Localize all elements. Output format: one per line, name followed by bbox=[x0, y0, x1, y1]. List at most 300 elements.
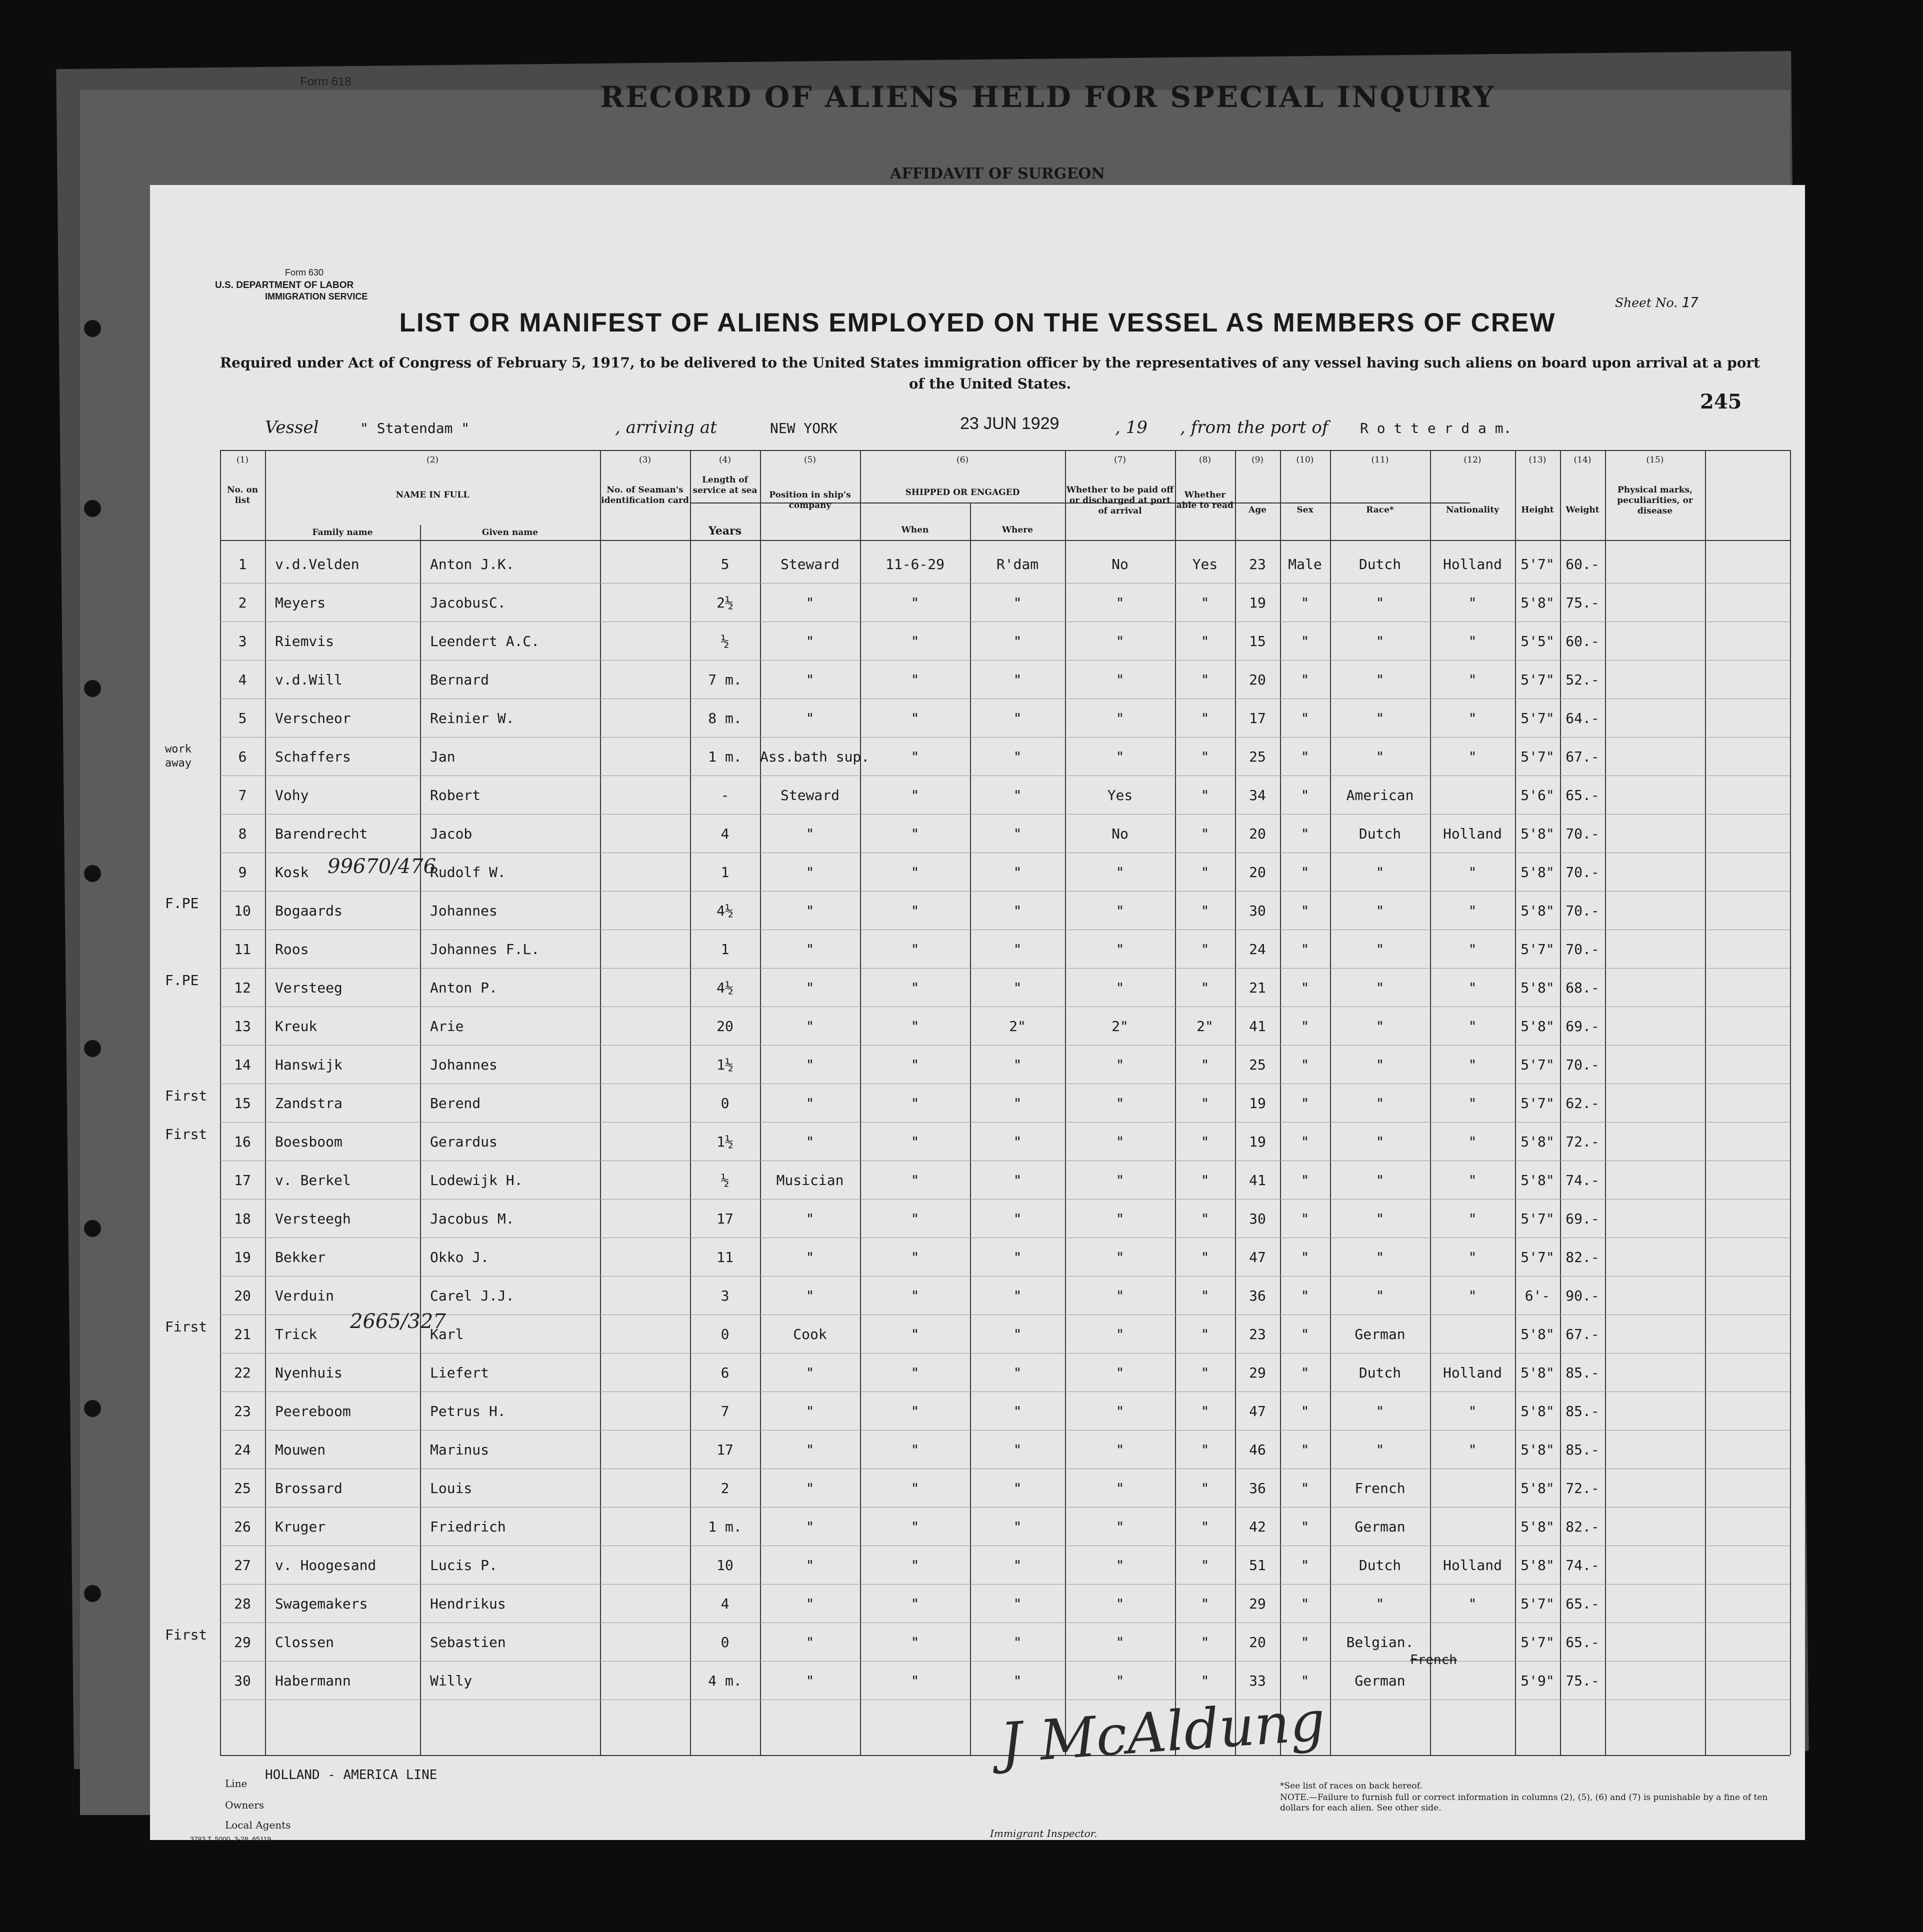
cell-given: Johannes bbox=[430, 1056, 498, 1073]
cell-given: Rudolf W. bbox=[430, 864, 506, 880]
cell-position: " bbox=[806, 902, 814, 919]
cell-race: " bbox=[1376, 1596, 1384, 1612]
cell-height: 5'8" bbox=[1520, 1172, 1554, 1188]
file-number-annotation: 99670/476 bbox=[328, 855, 436, 878]
cell-weight: 70.- bbox=[1566, 1056, 1600, 1073]
cell-sex: " bbox=[1300, 1095, 1310, 1112]
cell-read: " bbox=[1200, 941, 1210, 958]
cell-when: " bbox=[910, 1326, 920, 1342]
table-row bbox=[150, 738, 1805, 776]
cell-family: Versteeg bbox=[275, 980, 342, 996]
col-number: (7) bbox=[1114, 455, 1126, 465]
table-row bbox=[150, 1430, 1805, 1469]
cell-weight: 70.- bbox=[1566, 826, 1600, 842]
inspector-signature: J McAldung bbox=[998, 1688, 1328, 1776]
cell-nationality: Holland bbox=[1442, 556, 1502, 572]
cell-race: " bbox=[1376, 980, 1384, 996]
cell-nationality: " bbox=[1468, 594, 1477, 611]
cell-sex: " bbox=[1300, 1403, 1310, 1420]
cell-no: 21 bbox=[234, 1326, 251, 1342]
cell-read: " bbox=[1200, 1095, 1210, 1112]
cell-service: 1 m. bbox=[708, 748, 742, 765]
cell-given: Louis bbox=[430, 1480, 472, 1496]
table-row bbox=[150, 622, 1805, 660]
cell-when: " bbox=[910, 1557, 920, 1574]
cell-when: " bbox=[910, 1018, 920, 1034]
cell-paid: " bbox=[1116, 1557, 1124, 1574]
cell-sex: " bbox=[1300, 1442, 1310, 1458]
table-row bbox=[150, 1084, 1805, 1122]
cell-where: " bbox=[1013, 1596, 1022, 1612]
cell-given: Lodewijk H. bbox=[430, 1172, 523, 1188]
cell-paid: " bbox=[1116, 1480, 1124, 1496]
cell-sex: " bbox=[1300, 1172, 1310, 1188]
cell-position: Steward bbox=[780, 556, 840, 572]
table-row bbox=[150, 776, 1805, 814]
crossed-out-race: French bbox=[1410, 1652, 1457, 1668]
cell-nationality: " bbox=[1468, 1288, 1477, 1304]
cell-read: " bbox=[1200, 1364, 1210, 1381]
cell-read: " bbox=[1200, 1518, 1210, 1535]
cell-where: " bbox=[1013, 1672, 1022, 1689]
cell-paid: " bbox=[1116, 1672, 1124, 1689]
binder-hole-icon bbox=[84, 1220, 101, 1237]
arriving-port: NEW YORK bbox=[770, 420, 838, 436]
date-stamp: 23 JUN 1929 bbox=[960, 414, 1060, 433]
cell-race: " bbox=[1376, 594, 1384, 611]
table-row bbox=[150, 1200, 1805, 1238]
cell-weight: 60.- bbox=[1566, 556, 1600, 572]
cell-when: " bbox=[910, 1210, 920, 1227]
cell-no: 19 bbox=[234, 1249, 251, 1266]
cell-race: " bbox=[1376, 1442, 1384, 1458]
cell-paid: " bbox=[1116, 1210, 1124, 1227]
cell-sex: " bbox=[1300, 1134, 1310, 1150]
cell-sex: " bbox=[1300, 1326, 1310, 1342]
cell-family: Riemvis bbox=[275, 633, 334, 650]
cell-age: 19 bbox=[1249, 1134, 1266, 1150]
cell-family: Verscheor bbox=[275, 710, 351, 726]
header-years: Years bbox=[708, 524, 742, 538]
line-label: Line bbox=[225, 1778, 248, 1790]
cell-height: 5'8" bbox=[1520, 864, 1554, 880]
cell-age: 34 bbox=[1249, 787, 1266, 804]
cell-position: " bbox=[806, 1596, 814, 1612]
page-number: 245 bbox=[1700, 390, 1742, 414]
table-row bbox=[150, 1469, 1805, 1508]
cell-age: 46 bbox=[1249, 1442, 1266, 1458]
col-number: (8) bbox=[1198, 455, 1212, 465]
col-number: (9) bbox=[1251, 455, 1264, 465]
cell-where: " bbox=[1013, 1326, 1022, 1342]
cell-given: Carel J.J. bbox=[430, 1288, 514, 1304]
cell-family: Nyenhuis bbox=[275, 1364, 342, 1381]
cell-read: " bbox=[1200, 902, 1210, 919]
cell-position: Ass.bath sup. bbox=[760, 748, 870, 765]
table-row bbox=[150, 892, 1805, 930]
cell-family: Roos bbox=[275, 941, 309, 958]
cell-race: " bbox=[1376, 1095, 1384, 1112]
table-row bbox=[150, 1161, 1805, 1200]
cell-given: Anton P. bbox=[430, 980, 498, 996]
cell-sex: " bbox=[1300, 1672, 1310, 1689]
cell-nationality: Holland bbox=[1442, 1364, 1502, 1381]
cell-paid: " bbox=[1116, 1403, 1124, 1420]
cell-weight: 65.- bbox=[1566, 1596, 1600, 1612]
vessel-label: Vessel bbox=[265, 418, 319, 438]
cell-service: 4½ bbox=[716, 980, 734, 996]
cell-weight: 74.- bbox=[1566, 1172, 1600, 1188]
binder-hole-icon bbox=[84, 680, 101, 697]
race-footnote: *See list of races on back hereof. bbox=[1280, 1781, 1422, 1791]
cell-given: Jan bbox=[430, 748, 456, 765]
cell-no: 8 bbox=[238, 826, 247, 842]
cell-when: " bbox=[910, 941, 920, 958]
manifest-sheet bbox=[150, 185, 1805, 1843]
cell-service: 7 m. bbox=[708, 672, 742, 688]
col-number: (15) bbox=[1646, 455, 1664, 465]
cell-height: 5'8" bbox=[1520, 1518, 1554, 1535]
cell-paid: " bbox=[1116, 1288, 1124, 1304]
table-row bbox=[150, 1276, 1805, 1315]
cell-no: 18 bbox=[234, 1210, 251, 1227]
cell-no: 9 bbox=[238, 864, 247, 880]
cell-no: 11 bbox=[234, 941, 251, 958]
cell-read: " bbox=[1200, 1403, 1210, 1420]
cell-read: " bbox=[1200, 633, 1210, 650]
header-weight: Weight bbox=[1566, 505, 1600, 515]
table-top-border bbox=[220, 450, 1790, 451]
cell-sex: " bbox=[1300, 864, 1310, 880]
cell-no: 10 bbox=[234, 902, 251, 919]
table-row bbox=[150, 1046, 1805, 1084]
margin-note: First bbox=[165, 1626, 208, 1643]
header-seaman-card: No. of Seaman's identification card bbox=[601, 485, 689, 506]
cell-sex: Male bbox=[1288, 556, 1322, 572]
cell-paid: No bbox=[1112, 826, 1128, 842]
cell-sex: " bbox=[1300, 594, 1310, 611]
cell-sex: " bbox=[1300, 902, 1310, 919]
cell-nationality: " bbox=[1468, 941, 1477, 958]
cell-service: 20 bbox=[716, 1018, 734, 1034]
cell-where: " bbox=[1013, 594, 1022, 611]
cell-weight: 65.- bbox=[1566, 787, 1600, 804]
cell-when: " bbox=[910, 826, 920, 842]
cell-height: 5'5" bbox=[1520, 633, 1554, 650]
cell-service: 0 bbox=[720, 1634, 730, 1650]
binder-hole-icon bbox=[84, 320, 101, 337]
header-race: Race* bbox=[1366, 505, 1394, 515]
cell-no: 16 bbox=[234, 1134, 251, 1150]
cell-where: " bbox=[1013, 980, 1022, 996]
cell-age: 30 bbox=[1249, 1210, 1266, 1227]
cell-given: Lucis P. bbox=[430, 1557, 498, 1574]
cell-race: " bbox=[1376, 902, 1384, 919]
cell-height: 5'7" bbox=[1520, 941, 1554, 958]
service-label: IMMIGRATION SERVICE bbox=[265, 292, 368, 302]
cell-when: " bbox=[910, 594, 920, 611]
margin-note: work away bbox=[165, 743, 192, 770]
cell-no: 25 bbox=[234, 1480, 251, 1496]
line-value: HOLLAND - AMERICA LINE bbox=[265, 1768, 438, 1782]
cell-race: " bbox=[1376, 1056, 1384, 1073]
cell-position: " bbox=[806, 980, 814, 996]
table-row bbox=[150, 1662, 1805, 1700]
cell-weight: 85.- bbox=[1566, 1442, 1600, 1458]
cell-position: " bbox=[806, 594, 814, 611]
cell-where: " bbox=[1013, 710, 1022, 726]
cell-service: 8 m. bbox=[708, 710, 742, 726]
cell-sex: " bbox=[1300, 1557, 1310, 1574]
cell-weight: 85.- bbox=[1566, 1403, 1600, 1420]
cell-given: Leendert A.C. bbox=[430, 633, 540, 650]
cell-paid: " bbox=[1116, 1326, 1124, 1342]
table-row bbox=[150, 1007, 1805, 1046]
page-subtitle: Required under Act of Congress of February 5, 1917, to be delivered to the United States immigration officer by the representatives of any vessel having such aliens on board upon arrival at a port of the United States. bbox=[220, 354, 1760, 392]
header-length-service: Length of service at sea bbox=[692, 475, 758, 496]
cell-where: " bbox=[1013, 1442, 1022, 1458]
cell-no: 28 bbox=[234, 1596, 251, 1612]
cell-family: Brossard bbox=[275, 1480, 342, 1496]
cell-service: 6 bbox=[720, 1364, 730, 1381]
cell-when: " bbox=[910, 1172, 920, 1188]
cell-age: 23 bbox=[1249, 1326, 1266, 1342]
cell-service: 4 m. bbox=[708, 1672, 742, 1689]
cell-sex: " bbox=[1300, 1288, 1310, 1304]
cell-family: Kosk bbox=[275, 864, 309, 880]
cell-position: " bbox=[806, 672, 814, 688]
cell-sex: " bbox=[1300, 1518, 1310, 1535]
cell-when: " bbox=[910, 980, 920, 996]
cell-service: ½ bbox=[720, 633, 730, 650]
cell-paid: " bbox=[1116, 864, 1124, 880]
cell-sex: " bbox=[1300, 710, 1310, 726]
cell-family: Versteegh bbox=[275, 1210, 351, 1227]
cell-race: " bbox=[1376, 748, 1384, 765]
cell-position: " bbox=[806, 941, 814, 958]
cell-position: " bbox=[806, 1364, 814, 1381]
cell-age: 25 bbox=[1249, 1056, 1266, 1073]
margin-note: First bbox=[165, 1318, 208, 1335]
owners-label: Owners bbox=[225, 1799, 264, 1811]
cell-position: " bbox=[806, 1095, 814, 1112]
cell-paid: " bbox=[1116, 1249, 1124, 1266]
cell-no: 2 bbox=[238, 594, 247, 611]
cell-race: " bbox=[1376, 633, 1384, 650]
table-row bbox=[150, 930, 1805, 968]
cell-where: " bbox=[1013, 1288, 1022, 1304]
cell-height: 5'8" bbox=[1520, 594, 1554, 611]
cell-given: Hendrikus bbox=[430, 1596, 506, 1612]
cell-paid: " bbox=[1116, 980, 1124, 996]
cell-sex: " bbox=[1300, 1634, 1310, 1650]
cell-paid: " bbox=[1116, 1095, 1124, 1112]
cell-height: 5'8" bbox=[1520, 1018, 1554, 1034]
cell-position: " bbox=[806, 710, 814, 726]
cell-service: - bbox=[720, 787, 730, 804]
cell-read: " bbox=[1200, 1326, 1210, 1342]
cell-when: " bbox=[910, 1480, 920, 1496]
cell-sex: " bbox=[1300, 633, 1310, 650]
cell-age: 17 bbox=[1249, 710, 1266, 726]
table-row bbox=[150, 1122, 1805, 1161]
cell-race: " bbox=[1376, 864, 1384, 880]
cell-service: 17 bbox=[716, 1442, 734, 1458]
table-row bbox=[150, 699, 1805, 738]
cell-sex: " bbox=[1300, 1210, 1310, 1227]
cell-read: " bbox=[1200, 1172, 1210, 1188]
cell-service: 4½ bbox=[716, 902, 734, 919]
cell-no: 14 bbox=[234, 1056, 251, 1073]
cell-age: 21 bbox=[1249, 980, 1266, 996]
cell-sex: " bbox=[1300, 980, 1310, 996]
table-row bbox=[150, 1238, 1805, 1276]
cell-nationality: " bbox=[1468, 1403, 1477, 1420]
margin-note: F.PE bbox=[165, 895, 199, 912]
cell-paid: " bbox=[1116, 1134, 1124, 1150]
cell-height: 5'8" bbox=[1520, 1134, 1554, 1150]
cell-nationality: " bbox=[1468, 980, 1477, 996]
table-row bbox=[150, 1354, 1805, 1392]
cell-nationality: " bbox=[1468, 748, 1477, 765]
cell-when: " bbox=[910, 787, 920, 804]
cell-position: " bbox=[806, 1672, 814, 1689]
cell-when: " bbox=[910, 1249, 920, 1266]
cell-read: " bbox=[1200, 1672, 1210, 1689]
cell-read: " bbox=[1200, 1249, 1210, 1266]
cell-where: " bbox=[1013, 1403, 1022, 1420]
header-given-name: Given name bbox=[482, 528, 538, 538]
cell-no: 3 bbox=[238, 633, 247, 650]
cell-age: 24 bbox=[1249, 941, 1266, 958]
cell-age: 36 bbox=[1249, 1480, 1266, 1496]
cell-no: 29 bbox=[234, 1634, 251, 1650]
cell-where: " bbox=[1013, 672, 1022, 688]
header-able-read: Whether able to read bbox=[1176, 490, 1234, 510]
cell-service: 2 bbox=[720, 1480, 730, 1496]
cell-when: 11-6-29 bbox=[885, 556, 944, 572]
cell-given: Jacob bbox=[430, 826, 472, 842]
cell-age: 33 bbox=[1249, 1672, 1266, 1689]
col-number: (1) bbox=[236, 455, 249, 465]
cell-height: 5'7" bbox=[1520, 1210, 1554, 1227]
cell-race: " bbox=[1376, 1403, 1384, 1420]
margin-note: First bbox=[165, 1126, 208, 1142]
cell-height: 5'8" bbox=[1520, 902, 1554, 919]
header-shipped: SHIPPED OR ENGAGED bbox=[905, 488, 1020, 498]
cell-position: " bbox=[806, 1442, 814, 1458]
cell-paid: No bbox=[1112, 556, 1128, 572]
arriving-label: , arriving at bbox=[615, 418, 717, 438]
cell-when: " bbox=[910, 1056, 920, 1073]
cell-where: " bbox=[1013, 1056, 1022, 1073]
cell-paid: " bbox=[1116, 1634, 1124, 1650]
cell-height: 5'8" bbox=[1520, 1326, 1554, 1342]
binder-hole-icon bbox=[84, 1585, 101, 1602]
table-row bbox=[150, 968, 1805, 1007]
cell-race: Dutch bbox=[1358, 1557, 1402, 1574]
table-row bbox=[150, 660, 1805, 699]
col-number: (2) bbox=[426, 455, 439, 465]
cell-age: 36 bbox=[1249, 1288, 1266, 1304]
cell-nationality: " bbox=[1468, 1442, 1477, 1458]
cell-read: " bbox=[1200, 980, 1210, 996]
cell-no: 23 bbox=[234, 1403, 251, 1420]
cell-height: 5'7" bbox=[1520, 1634, 1554, 1650]
cell-given: Friedrich bbox=[430, 1518, 506, 1535]
cell-race: " bbox=[1376, 1134, 1384, 1150]
cell-nationality: " bbox=[1468, 633, 1477, 650]
binder-hole-icon bbox=[84, 1040, 101, 1057]
cell-family: Vohy bbox=[275, 787, 309, 804]
cell-height: 5'7" bbox=[1520, 1095, 1554, 1112]
cell-given: Berend bbox=[430, 1095, 481, 1112]
cell-when: " bbox=[910, 1672, 920, 1689]
cell-read: " bbox=[1200, 1288, 1210, 1304]
cell-family: v. Hoogesand bbox=[275, 1557, 376, 1574]
table-row bbox=[150, 1392, 1805, 1430]
cell-position: " bbox=[806, 1480, 814, 1496]
cell-no: 7 bbox=[238, 787, 247, 804]
cell-service: 4 bbox=[720, 826, 730, 842]
cell-age: 20 bbox=[1249, 672, 1266, 688]
margin-note: First bbox=[165, 1088, 208, 1104]
cell-family: Hanswijk bbox=[275, 1056, 342, 1073]
cell-service: ½ bbox=[720, 1172, 730, 1188]
cell-given: Johannes bbox=[430, 902, 498, 919]
cell-height: 5'7" bbox=[1520, 1596, 1554, 1612]
cell-paid: 2" bbox=[1112, 1018, 1128, 1034]
cell-when: " bbox=[910, 1596, 920, 1612]
table-row bbox=[150, 814, 1805, 853]
cell-read: " bbox=[1200, 1210, 1210, 1227]
vessel-name: " Statendam " bbox=[360, 420, 470, 436]
cell-sex: " bbox=[1300, 1018, 1310, 1034]
cell-race: American bbox=[1346, 787, 1414, 804]
cell-read: 2" bbox=[1196, 1018, 1214, 1034]
cell-paid: " bbox=[1116, 1442, 1124, 1458]
col-number: (12) bbox=[1464, 455, 1482, 465]
cell-age: 30 bbox=[1249, 902, 1266, 919]
cell-family: Barendrecht bbox=[275, 826, 368, 842]
cell-read: " bbox=[1200, 594, 1210, 611]
cell-sex: " bbox=[1300, 1249, 1310, 1266]
cell-weight: 68.- bbox=[1566, 980, 1600, 996]
cell-age: 51 bbox=[1249, 1557, 1266, 1574]
cell-age: 41 bbox=[1249, 1172, 1266, 1188]
cell-weight: 70.- bbox=[1566, 902, 1600, 919]
cell-paid: Yes bbox=[1107, 787, 1133, 804]
header-paid-off: Whether to be paid off or discharged at port of arrival bbox=[1066, 485, 1174, 516]
cell-race: Dutch bbox=[1358, 826, 1402, 842]
cell-where: " bbox=[1013, 826, 1022, 842]
cell-race: Dutch bbox=[1358, 1364, 1402, 1381]
cell-height: 5'8" bbox=[1520, 1557, 1554, 1574]
cell-position: " bbox=[806, 1249, 814, 1266]
cell-given: Gerardus bbox=[430, 1134, 498, 1150]
cell-family: Clossen bbox=[275, 1634, 334, 1650]
cell-race: Dutch bbox=[1358, 556, 1402, 572]
cell-position: " bbox=[806, 1288, 814, 1304]
cell-where: " bbox=[1013, 1210, 1022, 1227]
cell-age: 15 bbox=[1249, 633, 1266, 650]
cell-family: v. Berkel bbox=[275, 1172, 351, 1188]
cell-sex: " bbox=[1300, 1596, 1310, 1612]
cell-where: " bbox=[1013, 1172, 1022, 1188]
cell-no: 12 bbox=[234, 980, 251, 996]
cell-given: Reinier W. bbox=[430, 710, 514, 726]
cell-read: " bbox=[1200, 787, 1210, 804]
